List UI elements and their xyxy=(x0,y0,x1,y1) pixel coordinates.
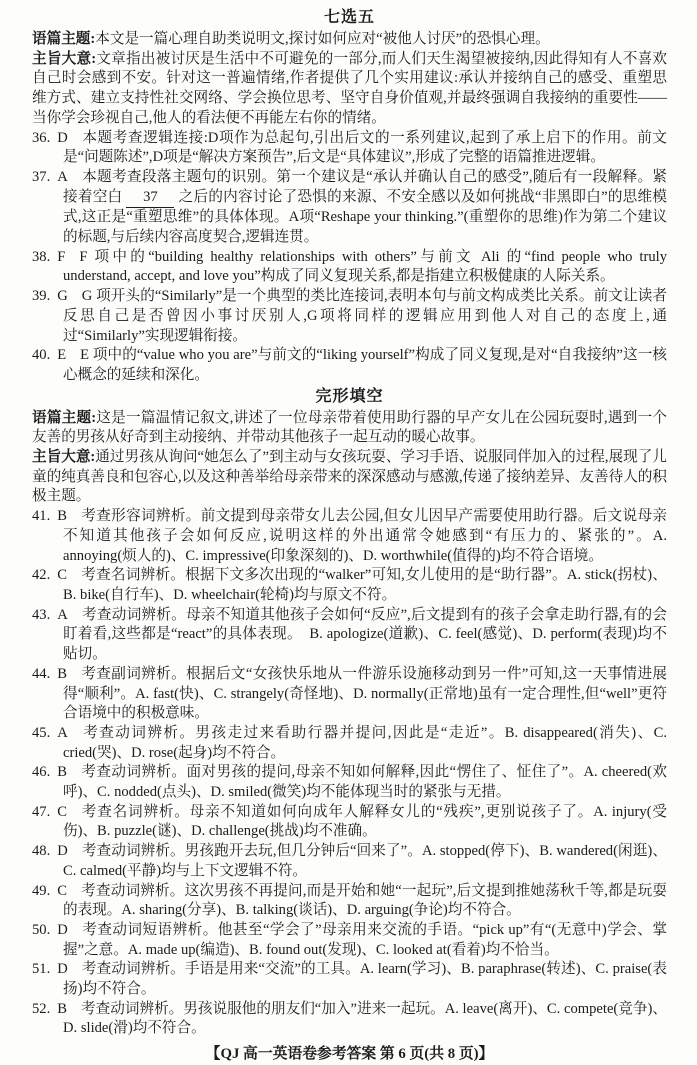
item-number: 45. xyxy=(32,724,51,741)
item-number: 49. xyxy=(32,882,51,899)
explanation-text: 考查动词辨析。手语是用来“交流”的工具。A. learn(学习)、B. paraphrase(转述)、C. praise(表扬)均不符合。 xyxy=(63,961,667,998)
item-number: 43. xyxy=(32,606,51,623)
answer-item-36 xyxy=(32,129,667,168)
explanation-text: 考查动词辨析。面对男孩的提问,母亲不知如何解释,因此“愣住了、怔住了”。A. cheered(欢呼)、C. nodded(点头)、D. smiled(微笑)均不能体现当时的紧张与无措。 xyxy=(63,764,667,801)
explanation-text: G 项开头的“Similarly”是一个典型的类比连接词,表明本句与前文构成类比关系。前文让读者反思自己是否曾因小事讨厌别人,G项将同样的逻辑应用到他人对自己的态度上,通过“Similarly”实现逻辑衔接。 xyxy=(63,288,667,344)
explanation-text: 本题考查段落主题句的识别。第一个建议是“承认并确认自己的感受”,随后有一段解释。紧接着空白 xyxy=(63,168,667,205)
item-number: 37. xyxy=(32,168,51,185)
paragraph-text: 本文是一篇心理自助类说明文,探讨如何应对“被他人讨厌”的恐惧心理。 xyxy=(95,31,550,47)
item-number: 40. xyxy=(32,347,51,364)
explanation-text: 考查动词辨析。男孩跑开去玩,但几分钟后“回来了”。A. stopped(停下)、B. wandered(闲逛)、C. calmed(平静)均与上下文逻辑不符。 xyxy=(63,843,667,879)
answer-item-46 xyxy=(32,763,667,802)
item-number: 41. xyxy=(32,508,51,525)
answer-item-40 xyxy=(32,346,667,385)
explanation-text: E 项中的“value who you are”与前文的“liking yourself”构成了同义复现,是对“自我接纳”这一核心概念的延续和深化。 xyxy=(63,347,667,383)
explanation-text: 考查名词辨析。根据下文多次出现的“walker”可知,女儿使用的是“助行器”。A. stick(拐杖)、B. bike(自行车)、D. wheelchair(轮椅)均与原文不符。 xyxy=(63,567,667,603)
answer-item-37 xyxy=(32,168,667,248)
main-idea-paragraph xyxy=(32,448,667,507)
item-number: 50. xyxy=(32,921,51,938)
paragraph-label: 主旨大意: xyxy=(32,50,97,67)
item-number: 52. xyxy=(32,1000,51,1017)
answer-item-50 xyxy=(32,921,667,960)
explanation-text: 考查动词辨析。男孩走过来看助行器并提问,因此是“走近”。B. disappeared(消失)、C. cried(哭)、D. rose(起身)均不符合。 xyxy=(63,724,667,761)
item-number: 44. xyxy=(32,665,51,682)
paragraph-text: 通过男孩从询问“她怎么了”到主动与女孩玩耍、学习手语、说服同伴加入的过程,展现了儿童的纯真善良和包容心,以及这种善举给母亲带来的深深感动与感激,传递了接纳差异、友善待人的积极主题。 xyxy=(32,449,667,505)
answer-letter: C xyxy=(57,882,67,899)
answer-letter: B xyxy=(57,1000,67,1017)
answer-item-47 xyxy=(32,803,667,842)
paragraph-label: 语篇主题: xyxy=(32,409,97,426)
answer-item-51 xyxy=(32,960,667,999)
main-idea-paragraph xyxy=(32,50,667,129)
explanation-text: F 项中的“building healthy relationships with others”与前文 Ali 的“find people who truly understand, accept, and love you”构成了同义复现关系,都是指建立积极健康的人际关系。 xyxy=(63,248,667,285)
answer-letter: B xyxy=(57,508,67,525)
explanation-text: 考查动词短语辨析。他甚至“学会了”母亲用来交流的手语。“pick up”有“(无意中)学会、掌握”之意。A. made up(编造)、B. found out(发现)、C. looked at(看着)均不恰当。 xyxy=(63,921,667,958)
answer-letter: D xyxy=(57,921,68,938)
blank-37-underline: 37 xyxy=(126,188,174,209)
item-number: 38. xyxy=(32,248,51,265)
answer-letter: B xyxy=(57,764,67,781)
answer-letter: A xyxy=(57,606,68,623)
answer-letter: E xyxy=(57,347,67,364)
explanation-text: 考查动词辨析。母亲不知道其他孩子会如何“反应”,后文提到有的孩子会拿走助行器,有的会盯着看,这些都是“react”的具体表现。 B. apologize(道歉)、C. feel(感觉)、D. perform(表现)均不贴切。 xyxy=(63,606,667,663)
answer-letter: F xyxy=(57,248,66,265)
paragraph-label: 主旨大意: xyxy=(32,449,96,466)
paragraph-text: 这是一篇温情记叙文,讲述了一位母亲带着使用助行器的早产女儿在公园玩耍时,遇到一个友善的男孩从好奇到主动接纳、并带动其他孩子一起互动的暖心故事。 xyxy=(32,409,667,446)
answer-letter: G xyxy=(57,288,68,305)
item-number: 48. xyxy=(32,843,51,860)
explanation-text: 考查副词辨析。根据后文“女孩快乐地从一件游乐设施移动到另一件”可知,这一天事情进展得“顺利”。A. fast(快)、C. strangely(奇怪地)、D. normally(正常地)虽有一定合理性,但“well”更符合语境中的积极意味。 xyxy=(63,665,667,722)
answer-item-48 xyxy=(32,842,667,881)
paragraph-label: 语篇主题: xyxy=(32,31,96,47)
answer-item-41 xyxy=(32,507,667,566)
section-title-cloze-test: 完形填空 xyxy=(315,387,384,405)
answer-letter: C xyxy=(57,803,67,820)
explanation-text: 之后的内容讨论了恐惧的来源、不安全感以及如何挑战“非黑即白”的思维模式,这正是“重塑思维”的具体体现。A项“Reshape your thinking.”(重塑你的思维)作为第二个建议的标题,与后续内容高度契合,逻辑连贯。 xyxy=(63,188,667,246)
answer-item-43 xyxy=(32,606,667,665)
passage-theme-paragraph xyxy=(32,409,667,448)
answer-item-52 xyxy=(32,1000,667,1039)
item-number: 42. xyxy=(32,567,51,584)
answer-letter: C xyxy=(57,567,67,584)
item-number: 47. xyxy=(32,803,51,820)
explanation-text: 本题考查逻辑连接:D项作为总起句,引出后文的一系列建议,起到了承上启下的作用。前文是“问题陈述”,D项是“解决方案预告”,后文是“具体建议”,形成了完整的语篇推进逻辑。 xyxy=(63,129,667,166)
answer-item-49 xyxy=(32,882,667,921)
item-number: 51. xyxy=(32,961,51,978)
page-footer: 【QJ 高一英语卷参考答案 第 6 页(共 8 页)】 xyxy=(205,1046,494,1063)
answer-letter: A xyxy=(57,168,68,185)
answer-letter: D xyxy=(57,129,68,146)
section-title-seven-choose-five: 七选五 xyxy=(323,9,375,26)
item-number: 39. xyxy=(32,288,51,305)
answer-letter: D xyxy=(57,843,68,860)
explanation-text: 考查动词辨析。男孩说服他的朋友们“加入”进来一起玩。A. leave(离开)、C. compete(竞争)、D. slide(滑)均不符合。 xyxy=(63,1000,667,1037)
item-number: 46. xyxy=(32,764,51,781)
answer-letter: D xyxy=(57,961,68,978)
paragraph-text: 文章指出被讨厌是生活中不可避免的一部分,而人们天生渴望被接纳,因此得知有人不喜欢自己时会感到不安。针对这一普遍情绪,作者提供了几个实用建议:承认并接纳自己的感受、重塑思维方式、建立支持性社交网络、学会换位思考、坚守自身价值观,并最终强调自我接纳的重要性——当你学会珍视自己,他人的看法便不再能左右你的情绪。 xyxy=(32,50,667,126)
explanation-text: 考查名词辨析。母亲不知道如何向成年人解释女儿的“残疾”,更别说孩子了。A. injury(受伤)、B. puzzle(谜)、D. challenge(挑战)均不准确。 xyxy=(63,803,667,840)
answer-item-39 xyxy=(32,287,667,346)
passage-theme-paragraph xyxy=(32,30,667,50)
answer-item-44 xyxy=(32,665,667,724)
answer-letter: B xyxy=(57,665,67,682)
answer-item-42 xyxy=(32,566,667,605)
explanation-text: 考查动词辨析。这次男孩不再提问,而是开始和她“一起玩”,后文提到推她荡秋千等,都是玩耍的表现。A. sharing(分享)、B. talking(谈话)、D. arguing(争论)均不符合。 xyxy=(63,882,667,919)
answer-item-45 xyxy=(32,724,667,763)
explanation-text: 考查形容词辨析。前文提到母亲带女儿去公园,但女儿因早产需要使用助行器。后文说母亲不知道其他孩子会如何反应,说明这样的外出通常令她感到“有压力的、紧张的”。A. annoying(烦人的)、C. impressive(印象深刻的)、D. worthwhile(值得的)均不符合语境。 xyxy=(63,508,667,564)
answer-letter: A xyxy=(57,724,68,741)
item-number: 36. xyxy=(32,129,51,146)
answer-item-38 xyxy=(32,248,667,287)
